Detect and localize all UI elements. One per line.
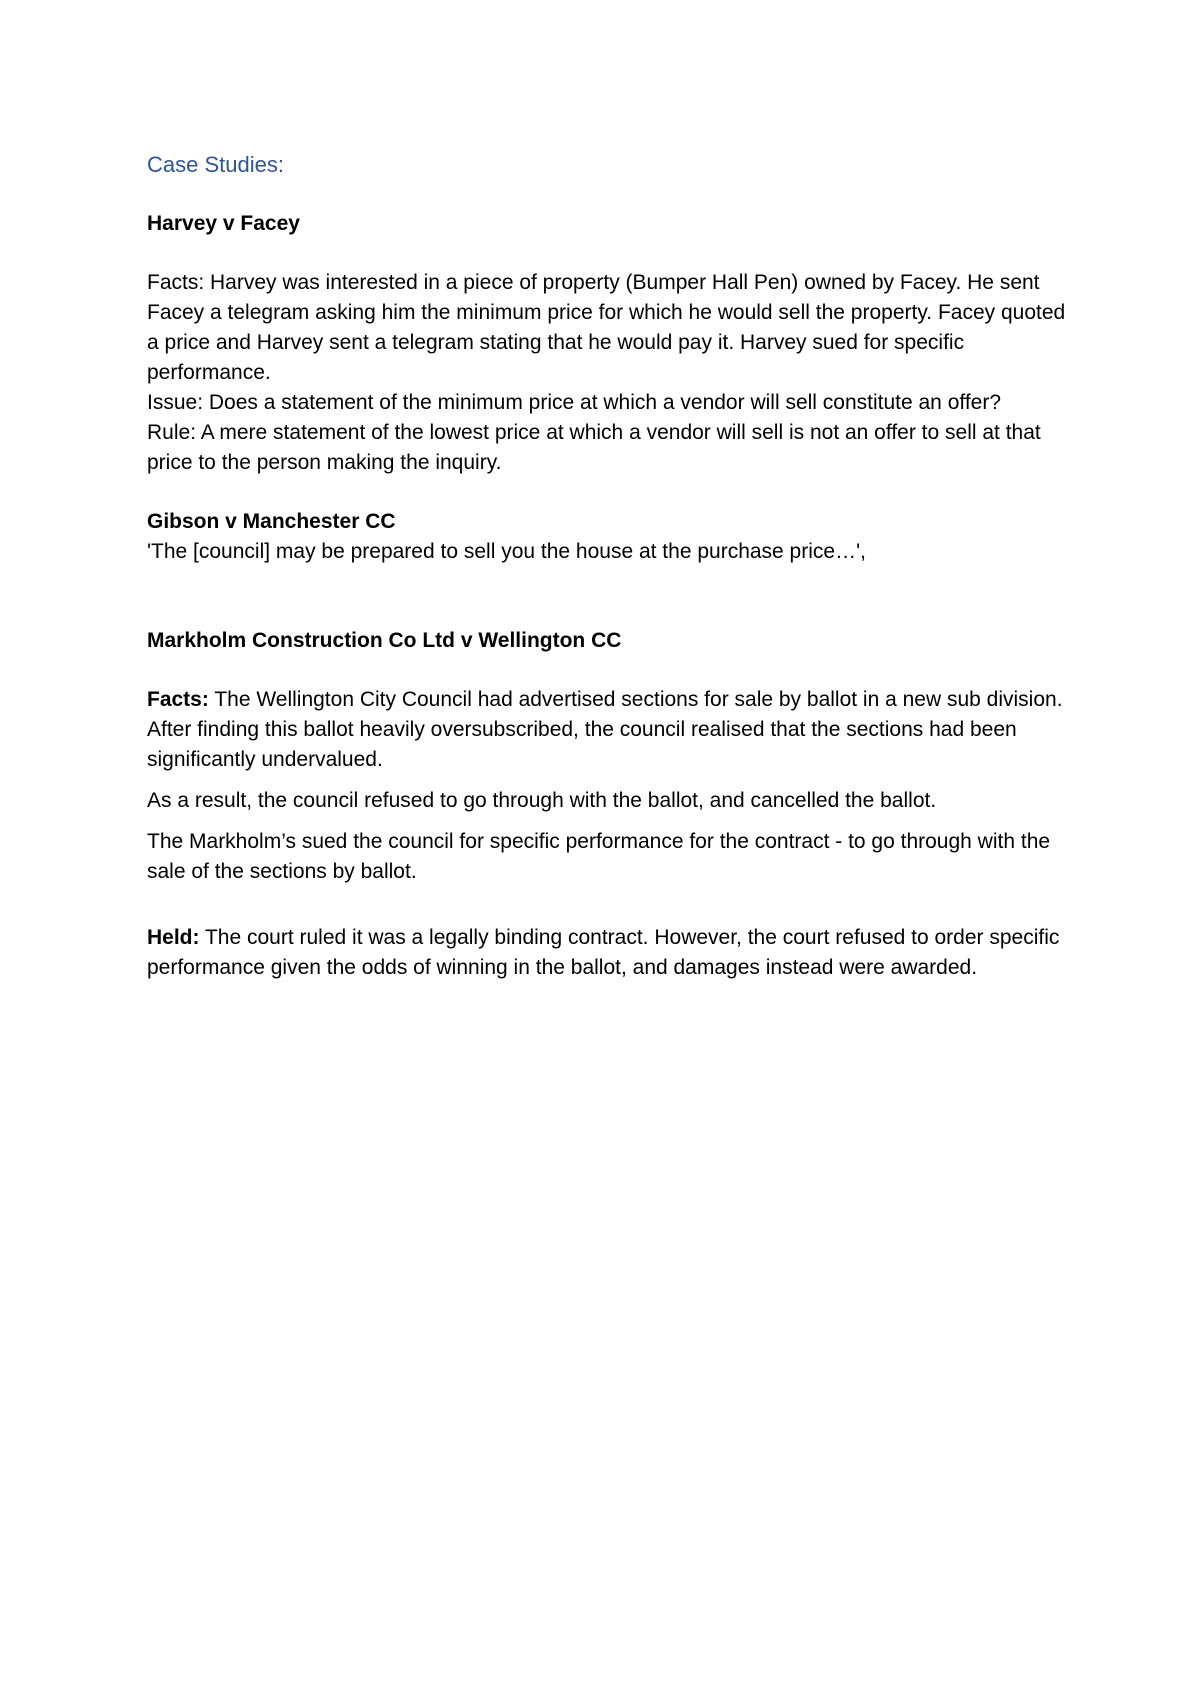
case-title-gibson-v-manchester: Gibson v Manchester CC <box>147 510 396 533</box>
case3-held-text: The court ruled it was a legally binding contract. However, the court refused to order specific performance given the odds of winning in the ballot, and damages instead were awarded. <box>147 926 1060 979</box>
document-page <box>147 150 1077 983</box>
case1-issue: Issue: Does a statement of the minimum price at which a vendor will sell constitute an offer? <box>147 391 1002 414</box>
case3-held <box>147 923 1077 983</box>
case3-result: As a result, the council refused to go through with the ballot, and cancelled the ballot. <box>147 789 937 812</box>
case-title-markholm-v-wellington: Markholm Construction Co Ltd v Wellington CC <box>147 629 622 652</box>
page-heading: Case Studies: <box>147 152 284 177</box>
case1-rule: Rule: A mere statement of the lowest price at which a vendor will sell is not an offer to sell at that price to the person making the inquiry. <box>147 421 1041 474</box>
case3-facts-label: Facts: <box>147 688 209 711</box>
case1-facts: Facts: Harvey was interested in a piece of property (Bumper Hall Pen) owned by Facey. He sent Facey a telegram asking him the minimum price for which he would sell the property. Facey quoted a price and Harvey sent a telegram stating that he would pay it. Harvey sued for specific performance. <box>147 271 1066 384</box>
case3-facts-text: The Wellington City Council had advertised sections for sale by ballot in a new sub division. After finding this ballot heavily oversubscribed, the council realised that the sections had been significantly undervalued. <box>147 688 1063 771</box>
case2-quote: 'The [council] may be prepared to sell you the house at the purchase price…', <box>147 540 866 563</box>
case3-held-label: Held: <box>147 926 200 949</box>
case3-facts <box>147 685 1077 775</box>
case3-sued: The Markholm’s sued the council for specific performance for the contract - to go through with the sale of the sections by ballot. <box>147 830 1051 883</box>
case-title-harvey-v-facey: Harvey v Facey <box>147 212 300 235</box>
